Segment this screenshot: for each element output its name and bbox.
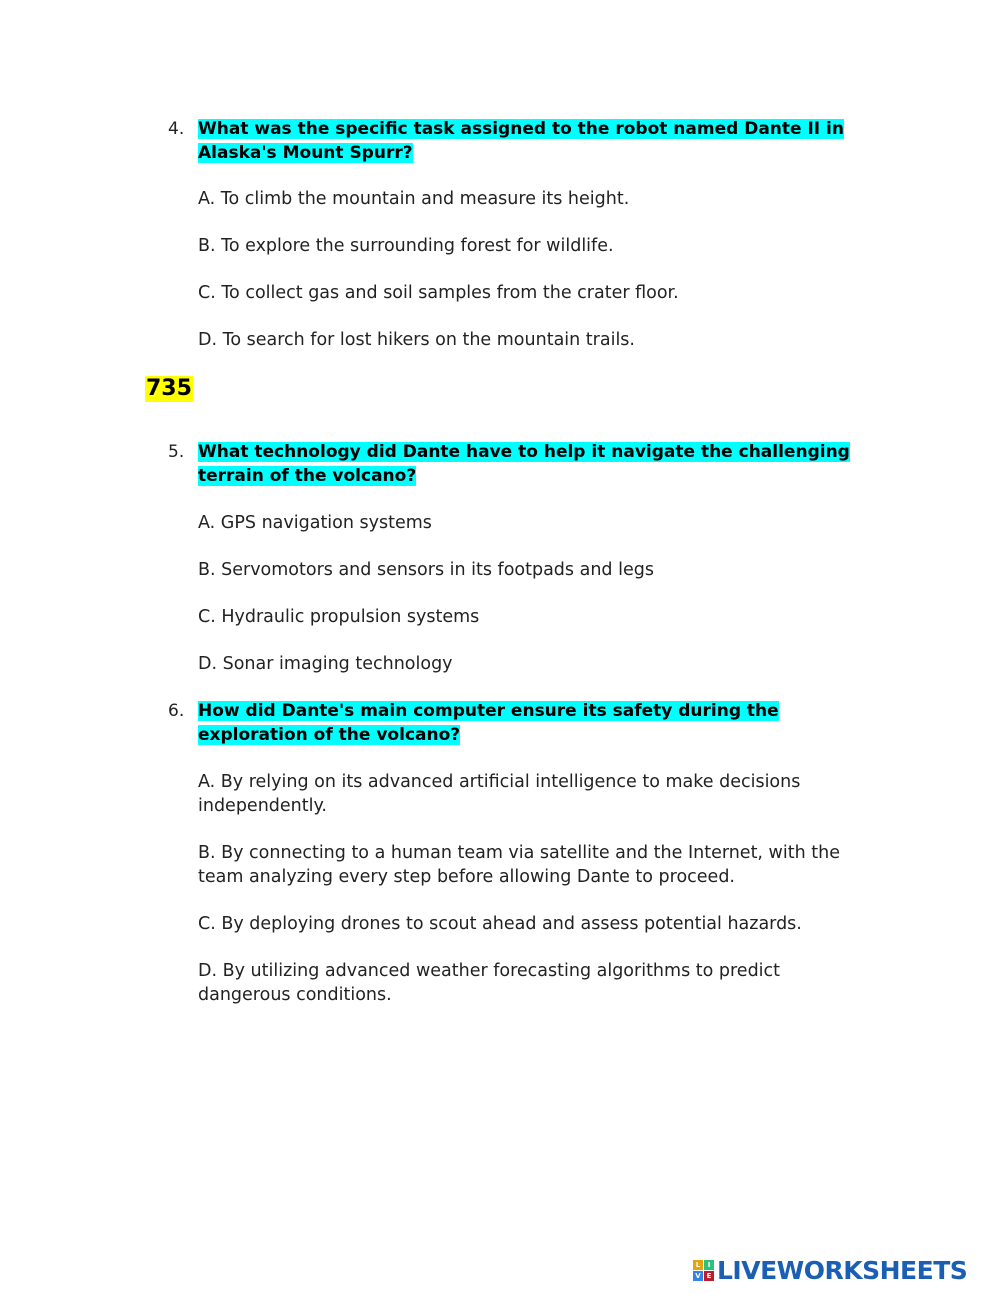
question-number: 6. bbox=[168, 701, 185, 721]
logo-mark-e: E bbox=[704, 1271, 714, 1281]
question-4 bbox=[168, 117, 868, 352]
logo-mark-l: L bbox=[693, 1260, 703, 1270]
logo-text: LIVEWORKSHEETS bbox=[717, 1256, 968, 1285]
option-c[interactable]: C. By deploying drones to scout ahead and assess potential hazards. bbox=[198, 914, 802, 934]
option-c[interactable]: C. Hydraulic propulsion systems bbox=[198, 607, 480, 627]
logo-mark-i: I bbox=[704, 1260, 714, 1270]
question-header bbox=[168, 117, 868, 165]
question-text: How did Dante's main computer ensure its safety during the exploration of the volcano? bbox=[198, 701, 779, 745]
highlighted-marker: 735 bbox=[146, 376, 192, 401]
question-header bbox=[168, 440, 868, 488]
question-text: What was the specific task assigned to the robot named Dante II in Alaska's Mount Spurr? bbox=[198, 119, 844, 163]
option-d[interactable]: D. By utilizing advanced weather forecasting algorithms to predict dangerous conditions. bbox=[198, 961, 781, 1005]
question-5 bbox=[168, 440, 868, 676]
question-text: What technology did Dante have to help it navigate the challenging terrain of the volcano? bbox=[198, 442, 850, 486]
question-6 bbox=[168, 699, 868, 1007]
option-a[interactable]: A. To climb the mountain and measure its height. bbox=[198, 189, 630, 209]
liveworksheets-logo bbox=[693, 1256, 967, 1285]
question-header bbox=[168, 699, 868, 747]
option-b[interactable]: B. To explore the surrounding forest for wildlife. bbox=[198, 236, 614, 256]
logo-mark-v: V bbox=[693, 1271, 703, 1281]
option-b[interactable]: B. By connecting to a human team via satellite and the Internet, with the team analyzing every step before allowing Dante to proceed. bbox=[198, 843, 840, 887]
logo-mark-icon bbox=[693, 1260, 714, 1281]
option-d[interactable]: D. To search for lost hikers on the mountain trails. bbox=[198, 330, 635, 350]
option-b[interactable]: B. Servomotors and sensors in its footpads and legs bbox=[198, 560, 654, 580]
option-a[interactable]: A. GPS navigation systems bbox=[198, 513, 432, 533]
option-d[interactable]: D. Sonar imaging technology bbox=[198, 654, 453, 674]
question-number: 4. bbox=[168, 119, 185, 139]
question-number: 5. bbox=[168, 442, 185, 462]
option-a[interactable]: A. By relying on its advanced artificial intelligence to make decisions independently. bbox=[198, 772, 801, 816]
option-c[interactable]: C. To collect gas and soil samples from the crater floor. bbox=[198, 283, 679, 303]
